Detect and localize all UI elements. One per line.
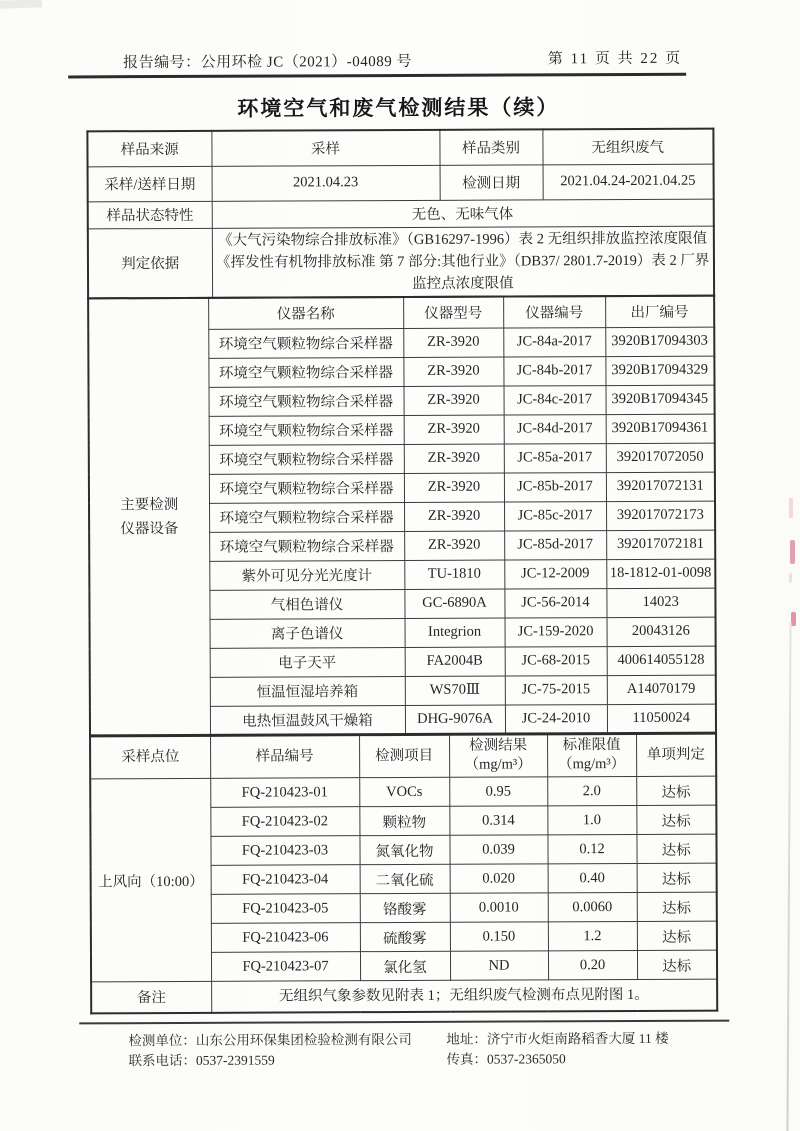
table-row bbox=[87, 129, 713, 167]
instruments-tbody bbox=[88, 296, 716, 736]
test-item-cell: 氮氧化物 bbox=[359, 835, 449, 864]
instrument-model-cell: ZR-3920 bbox=[404, 531, 504, 560]
instruments-table bbox=[87, 295, 717, 737]
sample-id-cell: FQ-210423-04 bbox=[211, 865, 360, 895]
standard-limit-cell: 2.0 bbox=[547, 776, 636, 805]
test-result-header: 检测结果 （mg/m³） bbox=[449, 734, 547, 777]
instruments-section-label: 主要检测 仪器设备 bbox=[88, 298, 210, 736]
sample-id-cell: FQ-210423-07 bbox=[211, 952, 360, 982]
test-result-cell: ND bbox=[450, 951, 548, 980]
instrument-name-header: 仪器名称 bbox=[208, 297, 403, 329]
instrument-name-cell: 离子色谱仪 bbox=[210, 618, 405, 648]
instrument-model-cell: ZR-3920 bbox=[404, 444, 504, 473]
instrument-id-cell: JC-24-2010 bbox=[505, 704, 607, 733]
instruments-header-row bbox=[88, 296, 714, 330]
judgement-cell: 达标 bbox=[637, 950, 717, 979]
instrument-name-cell: 环境空气颗粒物综合采样器 bbox=[208, 328, 403, 358]
standard-limit-cell: 1.2 bbox=[548, 921, 637, 950]
instrument-id-cell: JC-75-2015 bbox=[505, 675, 607, 704]
test-result-cell: 0.020 bbox=[450, 864, 548, 893]
footer-phone: 联系电话：0537-2391559 bbox=[128, 1052, 275, 1069]
sample-category-value: 无组织废气 bbox=[542, 129, 713, 165]
test-item-cell: 铬酸雾 bbox=[360, 893, 450, 922]
judgement-cell: 达标 bbox=[636, 776, 716, 805]
results-tbody bbox=[90, 733, 717, 982]
red-edge-mark bbox=[789, 573, 792, 583]
sample-id-cell: FQ-210423-01 bbox=[210, 778, 359, 808]
instrument-factory-no-cell: 18-1812-01-0098 bbox=[606, 559, 715, 588]
sample-id-cell: FQ-210423-05 bbox=[211, 894, 360, 924]
test-result-cell: 0.150 bbox=[450, 922, 548, 951]
sampling-location-cell: 上风向（10:00） bbox=[90, 778, 211, 982]
instrument-model-header: 仪器型号 bbox=[403, 297, 503, 328]
instrument-factory-no-cell: 392017072173 bbox=[606, 501, 715, 530]
sampling-point-header: 采样点位 bbox=[90, 735, 210, 779]
instrument-id-cell: JC-68-2015 bbox=[505, 646, 607, 675]
instrument-id-cell: JC-84d-2017 bbox=[504, 414, 606, 443]
instrument-model-cell: TU-1810 bbox=[404, 560, 504, 589]
footer-address: 地址：济宁市火炬南路稻香大厦 11 楼 bbox=[446, 1030, 669, 1047]
remark-tbody bbox=[91, 979, 717, 1013]
instrument-model-cell: WS70Ⅲ bbox=[405, 676, 505, 705]
remark-row bbox=[91, 979, 717, 1013]
instrument-id-header: 仪器编号 bbox=[503, 296, 605, 327]
footer-org: 检测单位：山东公用环保集团检验检测有限公司 bbox=[128, 1031, 412, 1049]
test-item-cell: 硫酸雾 bbox=[360, 922, 450, 951]
instrument-factory-no-cell: 14023 bbox=[606, 588, 715, 617]
instrument-name-cell: 电热恒温鼓风干燥箱 bbox=[210, 705, 405, 735]
instrument-model-cell: ZR-3920 bbox=[403, 357, 503, 386]
instrument-factory-no-cell: 3920B17094345 bbox=[606, 385, 715, 414]
instrument-id-cell: JC-85b-2017 bbox=[504, 472, 606, 501]
instrument-factory-no-cell: 20043126 bbox=[607, 617, 716, 646]
instrument-factory-no-header: 出厂编号 bbox=[605, 296, 714, 327]
instrument-factory-no-cell: A14070179 bbox=[607, 675, 716, 704]
test-item-cell: 氯化氢 bbox=[360, 951, 450, 980]
instrument-factory-no-cell: 400614055128 bbox=[607, 646, 716, 675]
test-date-label: 检测日期 bbox=[440, 164, 543, 199]
table-row bbox=[88, 226, 714, 298]
instrument-id-cell: JC-85a-2017 bbox=[504, 443, 606, 472]
instrument-name-cell: 恒温恒湿培养箱 bbox=[210, 676, 405, 706]
instrument-model-cell: ZR-3920 bbox=[404, 386, 504, 415]
sample-info-table bbox=[86, 128, 715, 299]
instrument-id-cell: JC-159-2020 bbox=[505, 617, 607, 646]
test-result-cell: 0.039 bbox=[449, 835, 547, 864]
test-item-header: 检测项目 bbox=[359, 734, 449, 777]
instrument-id-cell: JC-56-2014 bbox=[504, 588, 606, 617]
instrument-name-cell: 环境空气颗粒物综合采样器 bbox=[208, 357, 403, 387]
instrument-model-cell: GC-6890A bbox=[404, 589, 504, 618]
instrument-name-cell: 电子天平 bbox=[210, 647, 405, 677]
page-title: 环境空气和废气检测结果（续） bbox=[237, 96, 560, 121]
instrument-model-cell: ZR-3920 bbox=[404, 473, 504, 502]
report-tables bbox=[86, 128, 716, 1014]
table-row bbox=[88, 199, 714, 229]
instrument-factory-no-cell: 3920B17094329 bbox=[605, 356, 714, 385]
judgement-cell: 达标 bbox=[637, 921, 717, 950]
instrument-model-cell: ZR-3920 bbox=[404, 502, 504, 531]
test-item-cell: 二氧化硫 bbox=[360, 864, 450, 893]
sample-source-label: 样品来源 bbox=[87, 131, 211, 167]
red-edge-mark bbox=[789, 498, 793, 518]
instrument-name-cell: 环境空气颗粒物综合采样器 bbox=[209, 473, 404, 503]
instrument-model-cell: ZR-3920 bbox=[403, 328, 503, 357]
test-item-cell: 颗粒物 bbox=[359, 806, 449, 835]
instrument-name-cell: 环境空气颗粒物综合采样器 bbox=[209, 444, 404, 474]
sample-id-cell: FQ-210423-06 bbox=[211, 923, 360, 953]
page-number: 第 11 页 共 22 页 bbox=[547, 50, 683, 68]
result-row bbox=[90, 776, 716, 808]
judgement-cell: 达标 bbox=[636, 834, 716, 863]
judgement-basis-label: 判定依据 bbox=[88, 228, 212, 298]
sample-id-header: 样品编号 bbox=[210, 735, 359, 779]
scan-corner-smudge bbox=[0, 0, 42, 9]
remark-label: 备注 bbox=[91, 981, 211, 1013]
red-edge-mark bbox=[790, 540, 795, 564]
remark-text: 无组织气象参数见附表 1；无组织废气检测布点见附图 1。 bbox=[211, 979, 717, 1012]
footer-right-block bbox=[446, 1029, 668, 1070]
standard-limit-cell: 0.0060 bbox=[548, 892, 637, 921]
footer-fax: 传真：0537-2365050 bbox=[446, 1051, 566, 1067]
sampling-date-label: 采样/送样日期 bbox=[88, 166, 212, 202]
results-header-row bbox=[90, 733, 716, 779]
instrument-factory-no-cell: 11050024 bbox=[607, 704, 716, 733]
instrument-id-cell: JC-85d-2017 bbox=[504, 530, 606, 559]
standard-limit-cell: 0.40 bbox=[548, 863, 637, 892]
sample-state-label: 样品状态特性 bbox=[88, 201, 212, 229]
instrument-model-cell: ZR-3920 bbox=[404, 415, 504, 444]
sampling-date-value: 2021.04.23 bbox=[212, 165, 440, 201]
sample-id-cell: FQ-210423-02 bbox=[210, 807, 359, 837]
test-item-cell: VOCs bbox=[359, 777, 449, 806]
instrument-name-cell: 紫外可见分光光度计 bbox=[209, 560, 404, 590]
sample-id-cell: FQ-210423-03 bbox=[210, 836, 359, 866]
judgement-cell: 达标 bbox=[637, 892, 717, 921]
sample-source-value: 采样 bbox=[211, 130, 439, 166]
instrument-factory-no-cell: 3920B17094361 bbox=[606, 414, 715, 443]
instrument-id-cell: JC-85c-2017 bbox=[504, 501, 606, 530]
footer-left-block bbox=[128, 1030, 412, 1071]
standard-limit-cell: 0.12 bbox=[547, 834, 636, 863]
instrument-name-cell: 环境空气颗粒物综合采样器 bbox=[209, 415, 404, 445]
table-row bbox=[88, 164, 714, 202]
instrument-factory-no-cell: 392017072050 bbox=[606, 443, 715, 472]
test-result-cell: 0.0010 bbox=[450, 893, 548, 922]
standard-limit-cell: 1.0 bbox=[547, 805, 636, 834]
standard-limit-cell: 0.20 bbox=[548, 950, 637, 979]
sample-category-label: 样品类别 bbox=[439, 129, 542, 164]
test-result-cell: 0.314 bbox=[449, 806, 547, 835]
footer-divider bbox=[79, 1020, 729, 1025]
instrument-id-cell: JC-84b-2017 bbox=[503, 356, 605, 385]
test-result-cell: 0.95 bbox=[449, 777, 547, 806]
instrument-model-cell: Integrion bbox=[405, 618, 505, 647]
instrument-factory-no-cell: 392017072181 bbox=[606, 530, 715, 559]
instrument-model-cell: DHG-9076A bbox=[405, 705, 505, 734]
standard-limit-header: 标准限值 （mg/m³） bbox=[547, 733, 636, 776]
instrument-factory-no-cell: 392017072131 bbox=[606, 472, 715, 501]
test-date-value: 2021.04.24-2021.04.25 bbox=[543, 164, 714, 200]
judgement-basis-text: 《大气污染物综合排放标准》（GB16297-1996）表 2 无组织排放监控浓度限值 《挥发性有机物排放标准 第 7 部分:其他行业》（DB37/ 2801.7-2019）表 2 厂界 监控点浓度限值 bbox=[212, 226, 714, 298]
report-number: 报告编号：公用环检 JC（2021）-04089 号 bbox=[123, 53, 412, 72]
instrument-factory-no-cell: 3920B17094303 bbox=[605, 327, 714, 356]
instrument-name-cell: 环境空气颗粒物综合采样器 bbox=[209, 531, 404, 561]
judgement-cell: 达标 bbox=[637, 863, 717, 892]
sample-state-value: 无色、无味气体 bbox=[212, 199, 714, 228]
instrument-model-cell: FA2004B bbox=[405, 647, 505, 676]
header-divider bbox=[68, 73, 686, 78]
red-edge-mark bbox=[791, 612, 796, 626]
instrument-name-cell: 环境空气颗粒物综合采样器 bbox=[209, 502, 404, 532]
instrument-name-cell: 环境空气颗粒物综合采样器 bbox=[209, 386, 404, 416]
instrument-name-cell: 气相色谱仪 bbox=[209, 589, 404, 619]
results-table bbox=[89, 732, 718, 1014]
judgement-cell: 达标 bbox=[636, 805, 716, 834]
instrument-id-cell: JC-84c-2017 bbox=[504, 385, 606, 414]
instrument-id-cell: JC-12-2009 bbox=[504, 559, 606, 588]
judgement-header: 单项判定 bbox=[636, 733, 716, 776]
instrument-id-cell: JC-84a-2017 bbox=[503, 327, 605, 356]
